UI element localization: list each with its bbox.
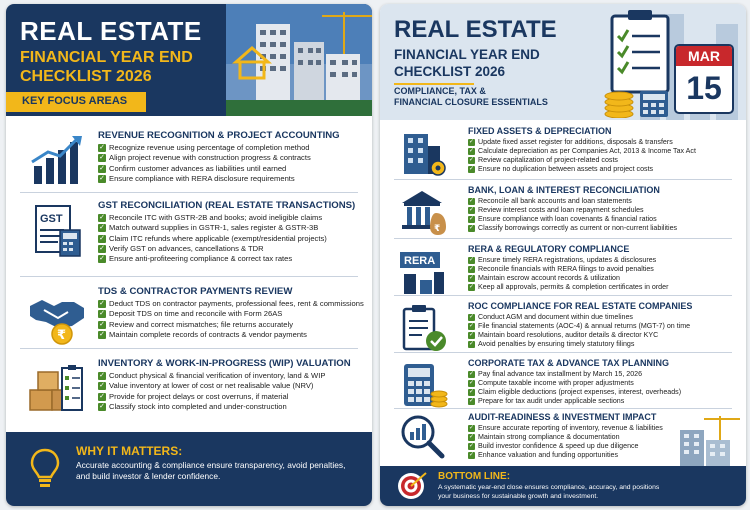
item-text: Claim eligible deductions (project expenses, interest, overheads): [478, 388, 682, 397]
clipboard-check-icon: [398, 303, 448, 353]
check-icon: ✓: [468, 434, 475, 441]
check-icon: ✓: [99, 392, 105, 400]
list-item: [468, 397, 681, 406]
svg-text:₹: ₹: [57, 328, 67, 343]
right-title-line3: CHECKLIST 2026: [394, 64, 506, 79]
item-text: Conduct AGM and document within due timelines: [478, 313, 633, 321]
item-text: Maintain board resolutions, auditor details & director KYC: [478, 331, 659, 340]
construction-building-icon: [670, 416, 740, 466]
check-icon: ✓: [99, 402, 105, 410]
list-item: [468, 156, 696, 165]
list-item: [468, 379, 681, 388]
check-icon: ✓: [468, 314, 475, 320]
check-icon: ✓: [99, 310, 105, 318]
list-item: [468, 283, 668, 292]
calendar-icon: [674, 44, 734, 114]
checklist: [468, 197, 677, 233]
list-item: [468, 224, 677, 233]
list-item: [468, 331, 690, 340]
check-icon: ✓: [99, 300, 105, 307]
list-item: [98, 330, 364, 340]
check-icon: ✓: [468, 225, 475, 232]
check-icon: ✓: [468, 284, 475, 291]
boxes-clipboard-icon: [28, 360, 86, 418]
item-text: Deduct TDS on contractor payments, professional fees, rent & commissions: [109, 299, 364, 308]
why-it-matters-panel: [6, 432, 372, 506]
target-icon: [396, 471, 428, 501]
checklist: [98, 299, 364, 340]
list-item: [468, 424, 663, 433]
item-text: Enhance valuation and funding opportunities: [478, 451, 619, 460]
calendar-month: MAR: [676, 46, 732, 66]
list-item: [98, 309, 364, 319]
checklist: [468, 256, 668, 292]
check-icon: ✓: [99, 154, 105, 162]
item-text: Recognize revenue using percentage of completion method: [109, 143, 310, 152]
check-icon: ✓: [468, 257, 475, 263]
item-text: File financial statements (AOC-4) & annual returns (MGT-7) on time: [478, 322, 691, 331]
check-icon: ✓: [468, 425, 475, 431]
gst-document-icon: [28, 202, 86, 260]
title-underline: [394, 83, 474, 85]
list-item: [98, 143, 311, 153]
city-buildings-icon: [226, 4, 372, 116]
section-title: CORPORATE TAX & ADVANCE TAX PLANNING: [468, 358, 670, 368]
list-item: [98, 402, 325, 412]
check-icon: ✓: [468, 157, 475, 164]
item-text: Ensure compliance with RERA disclosure requirements: [109, 173, 295, 183]
lightbulb-icon: [28, 446, 62, 490]
section-title: AUDIT-READINESS & INVESTMENT IMPACT: [468, 412, 657, 422]
section-title: REVENUE RECOGNITION & PROJECT ACCOUNTING: [98, 130, 340, 141]
list-item: [468, 138, 696, 147]
check-icon: ✓: [468, 341, 475, 348]
checklist: [468, 424, 663, 460]
calendar-day: 15: [686, 70, 722, 106]
item-text: Reconcile financials with RERA filings to avoid penalties: [478, 265, 654, 274]
list-item: [468, 322, 690, 331]
clipboard-checklist-icon: [610, 8, 670, 94]
check-icon: ✓: [99, 224, 105, 232]
check-icon: ✓: [468, 198, 475, 204]
right-subtitle: [394, 86, 548, 108]
check-icon: ✓: [99, 330, 105, 338]
section-title: BANK, LOAN & INTEREST RECONCILIATION: [468, 185, 660, 195]
divider: [20, 348, 358, 349]
check-icon: ✓: [468, 139, 475, 145]
item-text: Pay final advance tax installment by March 15, 2026: [478, 370, 643, 378]
list-item: [468, 197, 677, 206]
left-title-sub: [20, 48, 193, 86]
item-text: Ensure timely RERA registrations, updates & disclosures: [478, 256, 657, 264]
item-text: Verify GST on advances, cancellations & TDR: [109, 243, 264, 253]
check-icon: ✓: [468, 443, 475, 450]
divider: [394, 408, 732, 409]
right-title-line2: FINANCIAL YEAR END: [394, 47, 540, 62]
check-icon: ✓: [468, 398, 475, 405]
list-item: [468, 147, 696, 156]
subtitle-line2: FINANCIAL CLOSURE ESSENTIALS: [394, 97, 548, 107]
rera-label: RERA: [404, 255, 436, 267]
list-item: [98, 244, 327, 254]
divider: [394, 238, 732, 239]
check-icon: ✓: [468, 266, 475, 273]
item-text: Reconcile all bank accounts and loan statements: [478, 197, 632, 205]
list-item: [98, 254, 327, 264]
right-title-main: REAL ESTATE: [394, 16, 557, 43]
list-item: [468, 206, 677, 215]
list-item: [468, 433, 663, 442]
right-header: [380, 4, 746, 120]
list-item: [98, 320, 364, 330]
checklist: [468, 370, 681, 406]
list-item: [98, 381, 325, 391]
divider: [394, 295, 732, 296]
item-text: Review and correct mismatches; file returns accurately: [109, 319, 294, 329]
check-icon: ✓: [468, 166, 475, 173]
list-item: [98, 234, 327, 244]
item-text: Review interest costs and loan repayment schedules: [478, 206, 644, 215]
list-item: [468, 442, 663, 451]
check-icon: ✓: [99, 255, 105, 263]
checklist: [468, 138, 696, 174]
list-item: [98, 164, 311, 174]
check-icon: ✓: [99, 174, 105, 182]
calculator-small-icon: [638, 90, 670, 118]
checklist: [98, 371, 325, 412]
item-text: Ensure accurate reporting of inventory, revenue & liabilities: [478, 424, 663, 432]
list-item: [468, 451, 663, 460]
section-title: TDS & CONTRACTOR PAYMENTS REVIEW: [98, 286, 293, 297]
list-item: [468, 215, 677, 224]
item-text: Avoid penalties by ensuring timely statutory filings: [478, 340, 635, 349]
item-text: Ensure anti-profiteering compliance & correct tax rates: [109, 254, 293, 264]
left-title-line3: CHECKLIST 2026: [20, 68, 152, 85]
item-text: Ensure compliance with loan covenants & financial ratios: [478, 215, 657, 224]
item-text: Update fixed asset register for additions, disposals & transfers: [478, 138, 673, 146]
bank-icon: [398, 187, 448, 237]
check-icon: ✓: [468, 148, 475, 155]
check-icon: ✓: [468, 332, 475, 339]
check-icon: ✓: [468, 452, 475, 459]
item-text: Reconcile ITC with GSTR-2B and books; avoid ineligible claims: [109, 213, 323, 222]
right-title-sub: [394, 46, 540, 80]
check-icon: ✓: [99, 372, 105, 379]
bottom-title: BOTTOM LINE:: [438, 471, 511, 482]
left-title-line2: FINANCIAL YEAR END: [20, 49, 193, 66]
checklist: [468, 313, 690, 349]
item-text: Deposit TDS on time and reconcile with Form 26AS: [109, 309, 283, 319]
growth-chart-icon: [28, 132, 86, 190]
check-icon: ✓: [99, 214, 105, 221]
rera-sign-icon: [398, 246, 448, 296]
magnifier-chart-icon: [398, 412, 448, 462]
item-text: Compute taxable income with proper adjustments: [478, 379, 634, 388]
check-icon: ✓: [468, 216, 475, 223]
left-title-main: REAL ESTATE: [20, 16, 202, 46]
check-icon: ✓: [99, 144, 105, 151]
divider: [20, 276, 358, 277]
list-item: [468, 370, 681, 379]
divider: [394, 179, 732, 180]
bottom-text: A systematic year-end close ensures compliance, accuracy, and positions your business for sustainable growth and investment.: [438, 484, 660, 500]
item-text: Review capitalization of project-related costs: [478, 156, 618, 165]
section-title: INVENTORY & WORK-IN-PROGRESS (WIP) VALUATION: [98, 358, 351, 369]
item-text: Ensure no duplication between assets and project costs: [478, 165, 654, 174]
checklist: [98, 213, 327, 264]
list-item: [468, 274, 668, 283]
item-text: Keep all approvals, permits & completion certificates in order: [478, 283, 669, 292]
item-text: Build investor confidence & speed up due diligence: [478, 442, 639, 451]
list-item: [98, 223, 327, 233]
section-title: FIXED ASSETS & DEPRECIATION: [468, 126, 612, 136]
item-text: Value inventory at lower of cost or net realisable value (NRV): [109, 381, 314, 391]
check-icon: ✓: [468, 389, 475, 396]
list-item: [98, 153, 311, 163]
check-icon: ✓: [468, 207, 475, 214]
section-title: ROC COMPLIANCE FOR REAL ESTATE COMPANIES: [468, 301, 693, 311]
check-icon: ✓: [468, 323, 475, 330]
section-title: GST RECONCILIATION (REAL ESTATE TRANSACTIONS): [98, 200, 356, 211]
gst-label: GST: [40, 213, 63, 225]
check-icon: ✓: [468, 371, 475, 377]
left-checklist-card: [6, 4, 372, 506]
item-text: Calculate depreciation as per Companies Act, 2013 & Income Tax Act: [478, 147, 696, 156]
check-icon: ✓: [468, 275, 475, 282]
check-icon: ✓: [468, 380, 475, 387]
list-item: [468, 265, 668, 274]
divider: [394, 352, 732, 353]
calculator-icon: [398, 360, 448, 410]
item-text: Classify stock into completed and under-construction: [109, 401, 287, 411]
subtitle-line1: COMPLIANCE, TAX &: [394, 86, 486, 96]
item-text: Match outward supplies in GSTR-1, sales register & GSTR-3B: [109, 223, 319, 233]
item-text: Maintain escrow account records & utilization: [478, 274, 620, 283]
list-item: [98, 174, 311, 184]
checklist: [98, 143, 311, 184]
item-text: Conduct physical & financial verification of inventory, land & WIP: [109, 371, 326, 380]
section-title: RERA & REGULATORY COMPLIANCE: [468, 244, 630, 254]
why-title: WHY IT MATTERS:: [76, 444, 183, 458]
list-item: [468, 388, 681, 397]
list-item: [468, 256, 668, 265]
item-text: Maintain complete records of contracts & vendor payments: [109, 329, 307, 339]
check-icon: ✓: [99, 382, 105, 390]
check-icon: ✓: [99, 234, 105, 242]
item-text: Claim ITC refunds where applicable (exempt/residential projects): [109, 233, 327, 243]
list-item: [98, 371, 325, 381]
left-header: [6, 4, 372, 116]
list-item: [468, 165, 696, 174]
check-icon: ✓: [99, 320, 105, 328]
item-text: Maintain strong compliance & documentation: [478, 433, 620, 442]
item-text: Prepare for tax audit under applicable sections: [478, 397, 625, 406]
check-icon: ✓: [99, 244, 105, 252]
handshake-icon: [28, 288, 86, 346]
list-item: [98, 299, 364, 309]
why-text: Accurate accounting & compliance ensure transparency, avoid penalties, and build investor & lender confidence.: [76, 460, 346, 481]
coin-stack-icon: [602, 90, 636, 118]
item-text: Align project revenue with construction progress & contracts: [109, 153, 311, 163]
item-text: Confirm customer advances as liabilities until earned: [109, 163, 287, 173]
right-checklist-card: [380, 4, 746, 506]
svg-text:₹: ₹: [434, 224, 441, 234]
key-focus-banner: [6, 92, 146, 112]
list-item: [98, 213, 327, 223]
item-text: Provide for project delays or cost overruns, if material: [109, 391, 289, 401]
list-item: [98, 392, 325, 402]
office-building-gear-icon: [398, 128, 448, 178]
key-focus-label: KEY FOCUS AREAS: [22, 95, 128, 107]
divider: [20, 192, 358, 193]
list-item: [468, 340, 690, 349]
check-icon: ✓: [99, 164, 105, 172]
item-text: Classify borrowings correctly as current or non-current liabilities: [478, 224, 678, 233]
bottom-line-panel: [380, 466, 746, 506]
list-item: [468, 313, 690, 322]
